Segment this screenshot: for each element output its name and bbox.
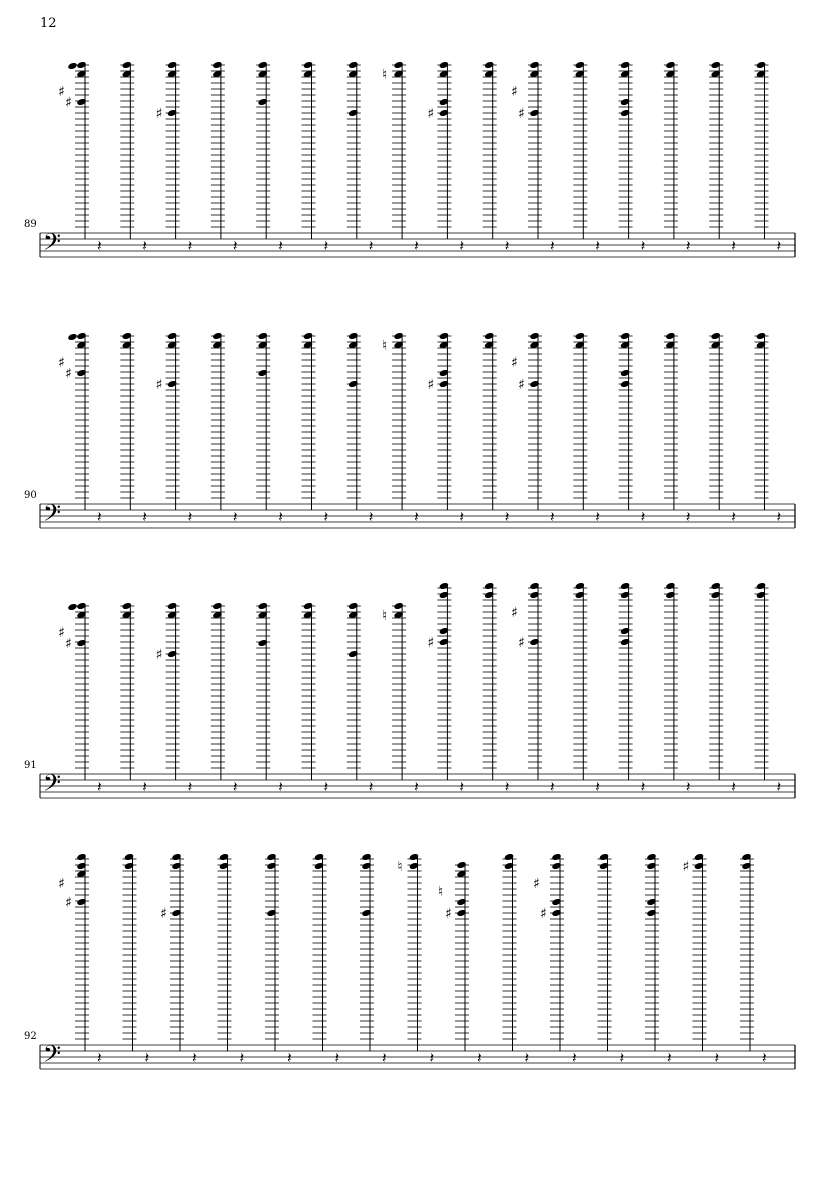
beat-6 (302, 602, 329, 796)
system-1 (24, 61, 795, 261)
sharp-accidental: ♯ (160, 906, 167, 922)
quarter-rest: 𝄽 (97, 778, 102, 796)
sharp-accidental: ♯ (427, 635, 435, 651)
beat-4 (211, 332, 238, 526)
quarter-rest: 𝄽 (667, 1049, 672, 1067)
beat-11 (533, 853, 577, 1067)
beat-9 (438, 861, 482, 1067)
beat-11 (511, 582, 555, 796)
sharp-accidental: ♯ (65, 636, 72, 652)
sharp-accidental: ♯ (427, 106, 435, 122)
quarter-rest: 𝄽 (776, 237, 782, 255)
beat-10 (503, 853, 530, 1067)
quarter-rest: 𝄽 (187, 778, 193, 796)
natural-accidental: ♮ (382, 608, 388, 624)
sharp-accidental: ♯ (65, 95, 72, 111)
notehead (67, 62, 77, 70)
sharp-accidental: ♯ (518, 106, 525, 122)
sharp-accidental: ♯ (540, 906, 547, 922)
quarter-rest: 𝄽 (685, 508, 691, 526)
bass-clef: 𝄢 (43, 228, 62, 261)
quarter-rest: 𝄽 (640, 778, 646, 796)
beat-1 (58, 853, 102, 1067)
beat-12 (573, 332, 600, 526)
measure-number: 89 (24, 219, 37, 230)
beat-5 (256, 61, 283, 255)
quarter-rest: 𝄽 (97, 508, 102, 526)
sharp-accidental: ♯ (58, 84, 65, 100)
quarter-rest: 𝄽 (685, 778, 691, 796)
quarter-rest: 𝄽 (232, 508, 238, 526)
quarter-rest: 𝄽 (323, 508, 329, 526)
quarter-rest: 𝄽 (429, 1049, 435, 1067)
beat-7 (360, 853, 387, 1067)
quarter-rest: 𝄽 (572, 1049, 577, 1067)
quarter-rest: 𝄽 (731, 778, 736, 796)
system-4 (24, 853, 795, 1073)
beat-1 (58, 602, 102, 796)
quarter-rest: 𝄽 (595, 237, 600, 255)
quarter-rest: 𝄽 (239, 1049, 245, 1067)
measure-number: 90 (24, 490, 37, 501)
quarter-rest: 𝄽 (192, 1049, 197, 1067)
sharp-accidental: ♯ (518, 635, 525, 651)
quarter-rest: 𝄽 (776, 508, 782, 526)
beat-1 (58, 61, 102, 255)
quarter-rest: 𝄽 (323, 237, 329, 255)
beat-6 (302, 61, 329, 255)
sharp-accidental: ♯ (533, 876, 540, 892)
beat-7 (347, 332, 374, 526)
quarter-rest: 𝄽 (278, 237, 283, 255)
quarter-rest: 𝄽 (368, 508, 374, 526)
beat-10 (483, 582, 510, 796)
quarter-rest: 𝄽 (524, 1049, 530, 1067)
quarter-rest: 𝄽 (459, 237, 464, 255)
quarter-rest: 𝄽 (640, 508, 646, 526)
quarter-rest: 𝄽 (504, 508, 510, 526)
sharp-accidental: ♯ (427, 377, 435, 393)
system-2 (24, 332, 795, 532)
beat-3 (156, 61, 193, 255)
beat-15 (709, 332, 736, 526)
quarter-rest: 𝄽 (459, 778, 464, 796)
quarter-rest: 𝄽 (287, 1049, 292, 1067)
beat-11 (511, 332, 555, 526)
beat-10 (483, 61, 510, 255)
beat-14 (664, 61, 691, 255)
beat-9 (427, 332, 464, 526)
quarter-rest: 𝄽 (368, 778, 374, 796)
quarter-rest: 𝄽 (550, 237, 555, 255)
beat-2 (123, 853, 150, 1067)
quarter-rest: 𝄽 (414, 508, 419, 526)
quarter-rest: 𝄽 (640, 237, 646, 255)
sharp-accidental: ♯ (58, 625, 65, 641)
beat-14 (683, 853, 720, 1067)
quarter-rest: 𝄽 (414, 778, 419, 796)
natural-accidental: ♮ (382, 67, 388, 83)
quarter-rest: 𝄽 (382, 1049, 387, 1067)
sharp-accidental: ♯ (511, 84, 518, 100)
beat-13 (619, 61, 646, 255)
notehead (67, 333, 77, 341)
beat-6 (302, 332, 329, 526)
natural-accidental: ♮ (382, 338, 388, 354)
beat-8 (382, 61, 419, 255)
beat-4 (211, 602, 238, 796)
quarter-rest: 𝄽 (232, 778, 238, 796)
sharp-accidental: ♯ (445, 906, 452, 922)
sharp-accidental: ♯ (65, 366, 72, 382)
beat-15 (740, 853, 767, 1067)
beat-16 (755, 332, 782, 526)
sharp-accidental: ♯ (155, 647, 163, 663)
quarter-rest: 𝄽 (144, 1049, 150, 1067)
beat-8 (382, 602, 419, 796)
beat-8 (382, 332, 419, 526)
quarter-rest: 𝄽 (619, 1049, 625, 1067)
beat-4 (211, 61, 238, 255)
beat-16 (755, 61, 782, 255)
beat-12 (573, 582, 600, 796)
notehead (67, 603, 77, 611)
beat-15 (709, 582, 736, 796)
quarter-rest: 𝄽 (595, 778, 600, 796)
measure-number: 92 (24, 1031, 37, 1042)
quarter-rest: 𝄽 (142, 237, 147, 255)
sharp-accidental: ♯ (682, 859, 690, 875)
beat-13 (645, 853, 672, 1067)
beat-2 (120, 61, 147, 255)
systems-layer (24, 61, 795, 1073)
quarter-rest: 𝄽 (731, 237, 736, 255)
beat-10 (483, 332, 510, 526)
natural-accidental: ♮ (438, 884, 444, 900)
page-number: 12 (40, 16, 57, 31)
quarter-rest: 𝄽 (142, 508, 147, 526)
beat-15 (709, 61, 736, 255)
beat-8 (398, 853, 435, 1067)
beat-4 (218, 853, 245, 1067)
beat-5 (256, 332, 283, 526)
quarter-rest: 𝄽 (232, 237, 238, 255)
system-3 (24, 582, 795, 802)
measure-number: 91 (24, 760, 37, 771)
beat-6 (313, 853, 340, 1067)
beat-11 (511, 61, 555, 255)
sharp-accidental: ♯ (155, 377, 163, 393)
quarter-rest: 𝄽 (550, 778, 555, 796)
quarter-rest: 𝄽 (187, 237, 193, 255)
beat-2 (120, 332, 147, 526)
beat-1 (58, 332, 102, 526)
quarter-rest: 𝄽 (685, 237, 691, 255)
quarter-rest: 𝄽 (142, 778, 147, 796)
beat-5 (265, 853, 292, 1067)
beat-9 (427, 61, 464, 255)
quarter-rest: 𝄽 (459, 508, 464, 526)
quarter-rest: 𝄽 (323, 778, 329, 796)
quarter-rest: 𝄽 (97, 237, 102, 255)
beat-12 (573, 61, 600, 255)
beat-9 (427, 582, 464, 796)
quarter-rest: 𝄽 (334, 1049, 340, 1067)
quarter-rest: 𝄽 (776, 778, 782, 796)
sharp-accidental: ♯ (155, 106, 163, 122)
quarter-rest: 𝄽 (477, 1049, 482, 1067)
sharp-accidental: ♯ (511, 355, 518, 371)
natural-accidental: ♮ (397, 859, 403, 875)
sharp-accidental: ♯ (65, 895, 72, 911)
quarter-rest: 𝄽 (504, 778, 510, 796)
beat-12 (598, 853, 625, 1067)
beat-2 (120, 602, 147, 796)
beat-3 (160, 853, 197, 1067)
beat-7 (347, 61, 374, 255)
beat-5 (256, 602, 283, 796)
sharp-accidental: ♯ (511, 605, 518, 621)
beat-16 (755, 582, 782, 796)
sharp-accidental: ♯ (518, 377, 525, 393)
quarter-rest: 𝄽 (187, 508, 193, 526)
quarter-rest: 𝄽 (550, 508, 555, 526)
bass-clef: 𝄢 (43, 499, 62, 532)
quarter-rest: 𝄽 (762, 1049, 767, 1067)
bass-clef: 𝄢 (43, 769, 62, 802)
quarter-rest: 𝄽 (731, 508, 736, 526)
quarter-rest: 𝄽 (504, 237, 510, 255)
beat-7 (347, 602, 374, 796)
quarter-rest: 𝄽 (595, 508, 600, 526)
beat-3 (156, 602, 193, 796)
quarter-rest: 𝄽 (414, 237, 419, 255)
beat-14 (664, 332, 691, 526)
quarter-rest: 𝄽 (97, 1049, 102, 1067)
beat-13 (619, 582, 646, 796)
quarter-rest: 𝄽 (278, 508, 283, 526)
quarter-rest: 𝄽 (714, 1049, 720, 1067)
beat-13 (619, 332, 646, 526)
bass-clef: 𝄢 (43, 1040, 62, 1073)
beat-3 (156, 332, 193, 526)
quarter-rest: 𝄽 (278, 778, 283, 796)
sharp-accidental: ♯ (58, 355, 65, 371)
sharp-accidental: ♯ (58, 876, 65, 892)
quarter-rest: 𝄽 (368, 237, 374, 255)
beat-14 (664, 582, 691, 796)
